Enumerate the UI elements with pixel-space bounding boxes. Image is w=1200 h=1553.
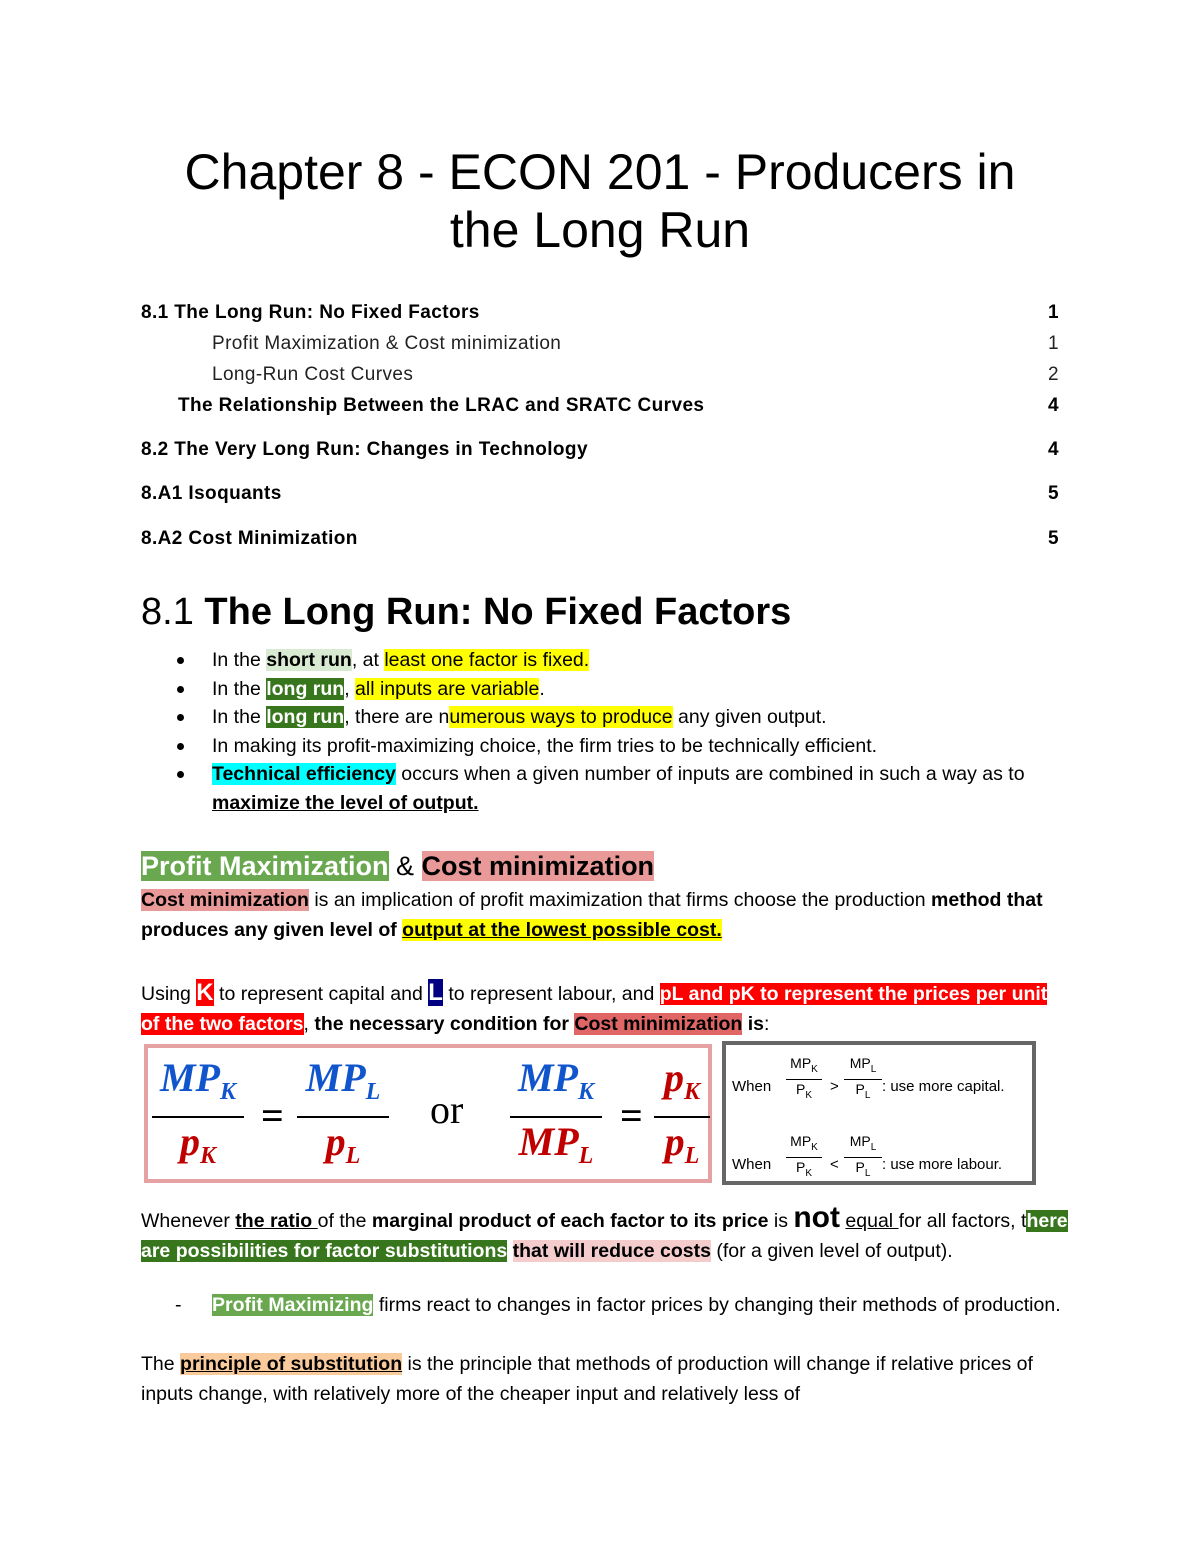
- fraction-mpl-over-pl: $MP_L$ $p_L$: [297, 1056, 389, 1178]
- fraction-mpl-over-pl: $MP_L$ $P_L$: [844, 1055, 882, 1104]
- toc-item[interactable]: [141, 362, 1059, 388]
- toc-item-page: 4: [1048, 395, 1059, 416]
- toc-item[interactable]: [141, 393, 1059, 419]
- list-item: In the long run, there are numerous ways to produce any given output.: [141, 703, 1071, 732]
- fraction-mpk-over-pk: $MP_K$ $P_K$: [786, 1133, 822, 1182]
- toc-item-page: 4: [1048, 439, 1059, 460]
- toc-item-label: 8.2 The Very Long Run: Changes in Technology: [141, 439, 588, 460]
- or-label: or: [430, 1087, 464, 1132]
- toc-item[interactable]: [141, 331, 1059, 357]
- toc-item-label: Profit Maximization & Cost minimization: [212, 333, 562, 354]
- toc-item-page: 1: [1048, 302, 1059, 323]
- subsection-heading: Profit Maximization & Cost minimization: [141, 851, 655, 881]
- bullet-list: [141, 646, 1071, 817]
- fraction-mpl-over-pl: $MP_L$ $P_L$: [844, 1133, 882, 1182]
- equals-sign: =: [261, 1093, 284, 1138]
- paragraph-factor-substitution: Whenever the ratio of the marginal product of each factor to its price is not equal for all factors, there are possibilities for factor substitutions that will reduce costs (for a given level of output).: [141, 1201, 1068, 1262]
- toc-item-label: 8.A1 Isoquants: [141, 483, 282, 504]
- toc-item[interactable]: [141, 481, 1059, 507]
- dash-list-item: - Profit Maximizing firms react to changes in factor prices by changing their methods of production.: [175, 1294, 1061, 1316]
- toc-item-page: 5: [1048, 483, 1059, 504]
- list-item: Technical efficiency occurs when a given number of inputs are combined in such a way as to maximize the level of output.: [141, 760, 1071, 817]
- fraction-mpk-over-pk: $MP_K$ $P_K$: [786, 1055, 822, 1104]
- fraction-mpk-over-pk: $MP_K$ $p_K$: [152, 1056, 244, 1178]
- toc-item-label: 8.A2 Cost Minimization: [141, 528, 358, 549]
- fraction-mpk-over-mpl: $MP_K$ $MP_L$: [510, 1056, 602, 1178]
- toc-item[interactable]: [141, 526, 1059, 552]
- paragraph-cost-minimization: Cost minimization is an implication of profit maximization that firms choose the production method that produces any given level of output at the lowest possible cost.: [141, 889, 1043, 941]
- rule-use-more-capital: : use more capital.: [882, 1078, 1005, 1095]
- toc-item-label: 8.1 The Long Run: No Fixed Factors: [141, 302, 480, 323]
- toc-item-label: Long-Run Cost Curves: [212, 364, 414, 385]
- toc-item[interactable]: [141, 437, 1059, 463]
- list-item: In the short run, at least one factor is fixed.: [141, 646, 1071, 675]
- toc-item-page: 5: [1048, 528, 1059, 549]
- substitution-rules-box: When $MP_K$ $P_K$ > $MP_L$ $P_L$ : use more capital. When $MP_K$ $P_K$ < $MP_L$ $P_L$ : use more labour.: [722, 1041, 1036, 1185]
- toc-item-label: The Relationship Between the LRAC and SRATC Curves: [178, 395, 705, 416]
- cost-minimization-formula-box: [144, 1044, 712, 1183]
- section-heading: 8.1 The Long Run: No Fixed Factors: [141, 591, 792, 633]
- equals-sign: =: [620, 1093, 643, 1138]
- list-item: In the long run, all inputs are variable.: [141, 675, 1071, 704]
- paragraph-necessary-condition: Using K to represent capital and L to represent labour, and pL and pK to represent the prices per unit of the two factors, the necessary condition for Cost minimization is:: [141, 979, 1048, 1035]
- rule-use-more-labour: : use more labour.: [882, 1156, 1003, 1173]
- fraction-pk-over-pl: $p_K$ $p_L$: [654, 1056, 710, 1178]
- toc-item[interactable]: [141, 300, 1059, 326]
- document-title: [100, 143, 1100, 259]
- list-item: In making its profit-maximizing choice, the firm tries to be technically efficient.: [141, 732, 1071, 761]
- toc-item-page: 2: [1048, 364, 1059, 385]
- paragraph-principle-of-substitution: The principle of substitution is the principle that methods of production will change if relative prices of inputs change, with relatively more of the cheaper input and relatively less of: [141, 1353, 1033, 1405]
- toc-item-page: 1: [1048, 333, 1059, 354]
- title-line-1: Chapter 8 - ECON 201 - Producers in: [184, 144, 1016, 200]
- title-line-2: the Long Run: [449, 202, 751, 258]
